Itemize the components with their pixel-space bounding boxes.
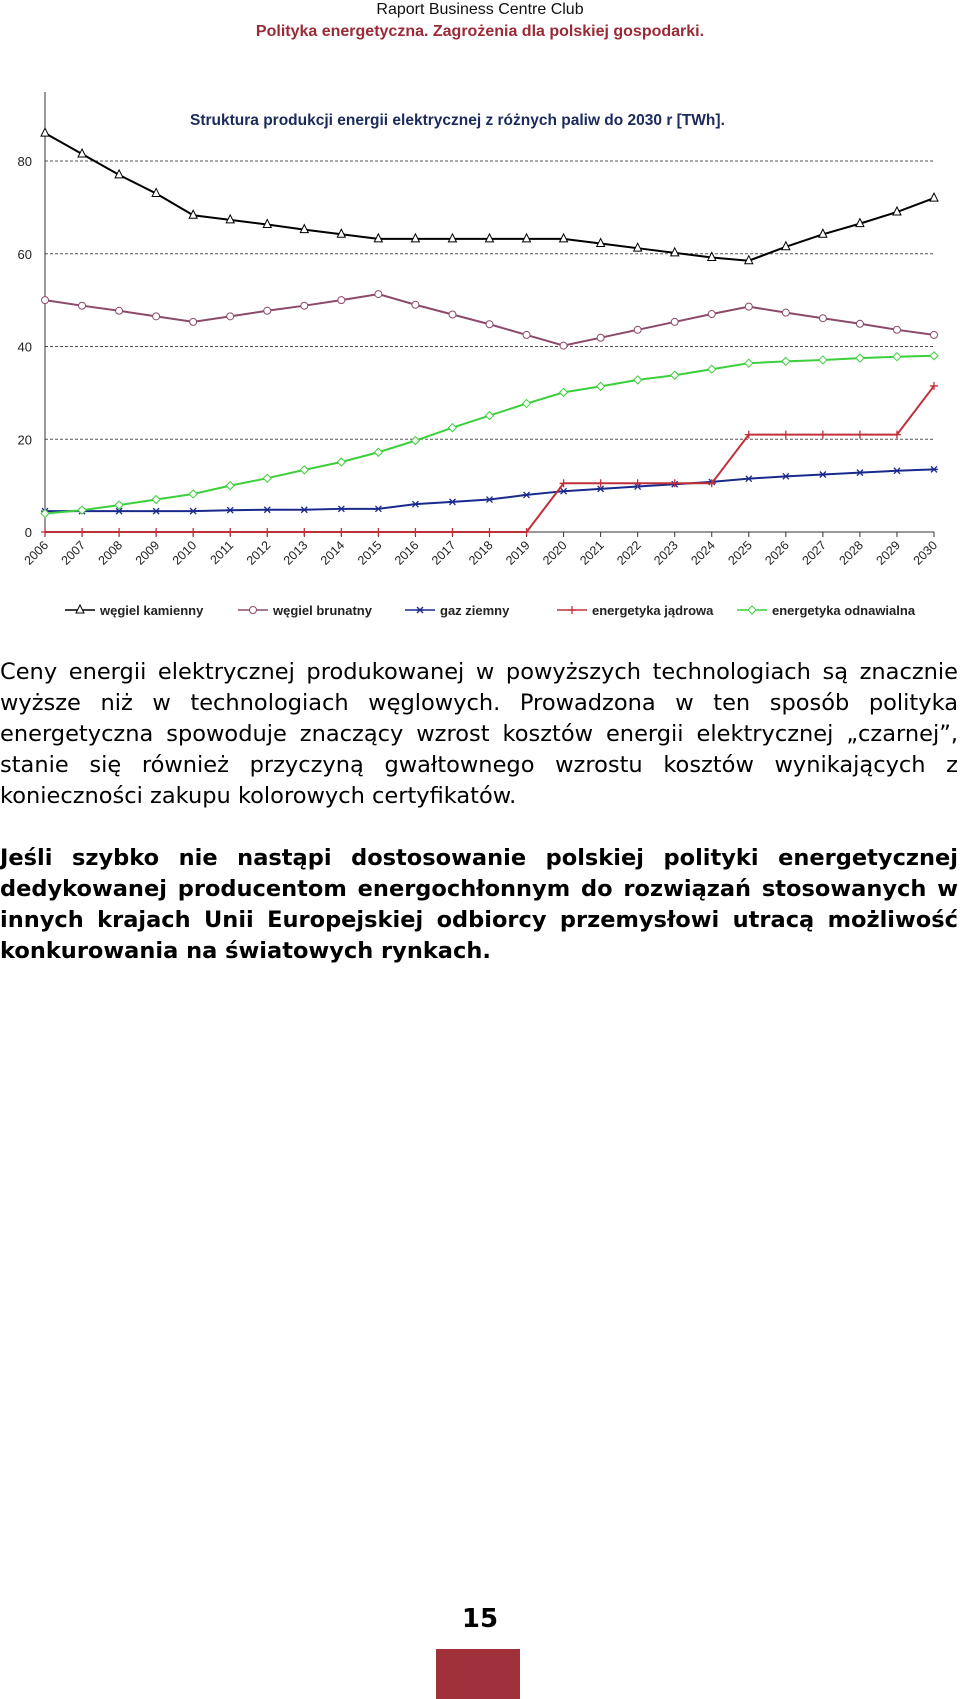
series-2-point xyxy=(486,497,494,503)
y-tick-label: 0 xyxy=(24,525,32,540)
series-1-point xyxy=(745,303,752,310)
series-1-point xyxy=(931,331,938,338)
y-tick-label: 60 xyxy=(17,246,32,262)
series-2-point xyxy=(856,470,864,476)
series-3-point xyxy=(856,431,864,439)
series-4-point xyxy=(78,506,86,514)
legend-label: energetyka jądrowa xyxy=(592,603,714,618)
series-1-point xyxy=(79,302,86,309)
series-3-point xyxy=(486,528,494,536)
x-tick-label: 2017 xyxy=(429,538,459,568)
series-4-point xyxy=(189,490,197,498)
series-1-point xyxy=(560,342,567,349)
footer-bar xyxy=(436,1649,520,1699)
series-4-point xyxy=(893,353,901,361)
x-tick-label: 2009 xyxy=(132,538,163,568)
x-tick-label: 2028 xyxy=(836,538,867,568)
series-2-point xyxy=(560,488,568,494)
series-4-point xyxy=(745,359,753,367)
series-3-point xyxy=(263,528,271,536)
series-1-point xyxy=(893,326,900,333)
x-tick-label: 2027 xyxy=(799,538,829,568)
legend-label: węgiel kamienny xyxy=(100,603,204,618)
series-2-point xyxy=(300,507,308,513)
x-tick-label: 2016 xyxy=(391,538,422,568)
x-tick-label: 2025 xyxy=(725,538,755,568)
x-tick-label: 2024 xyxy=(688,538,718,568)
series-4-point xyxy=(634,376,642,384)
series-1-point xyxy=(264,307,271,314)
series-3-point xyxy=(337,528,345,536)
series-3-point xyxy=(819,431,827,439)
series-3-point xyxy=(300,528,308,536)
series-1-point xyxy=(116,307,123,314)
series-2-point xyxy=(411,501,419,507)
x-tick-label: 2006 xyxy=(21,538,52,568)
series-1-line xyxy=(45,294,934,345)
series-1-point xyxy=(782,309,789,316)
x-tick-label: 2010 xyxy=(169,538,200,568)
x-tick-label: 2011 xyxy=(207,538,237,568)
series-3-point xyxy=(782,431,790,439)
series-4-point xyxy=(671,371,679,379)
series-1-point xyxy=(671,318,678,325)
legend-label: gaz ziemny xyxy=(440,603,510,618)
series-3-point xyxy=(189,528,197,536)
series-4-point xyxy=(374,448,382,456)
y-tick-label: 40 xyxy=(17,339,32,355)
energy-production-chart xyxy=(0,80,960,640)
series-4-point xyxy=(819,356,827,364)
series-1-point xyxy=(634,326,641,333)
body-paragraph-conclusion: Jeśli szybko nie nastąpi dostosowanie polskiej polityki energetycznej dedykowanej producentom energochłonnym do rozwiązań stosowanych w innych krajach Unii Europejskiej odbiorcy przemysłowi utracą możliwość konkurowania na światowych rynkach. xyxy=(0,845,958,964)
series-2-point xyxy=(745,476,753,482)
series-1-point xyxy=(375,291,382,298)
x-tick-label: 2018 xyxy=(466,538,496,568)
report-title: Raport Business Centre Club xyxy=(376,1,584,18)
x-tick-label: 2007 xyxy=(58,538,89,568)
x-tick-label: 2030 xyxy=(910,538,941,568)
legend-marker xyxy=(748,606,756,614)
series-4-point xyxy=(300,466,308,474)
legend-marker xyxy=(250,607,257,614)
series-1-point xyxy=(227,313,234,320)
series-2-point xyxy=(819,471,827,477)
series-1-point xyxy=(597,334,604,341)
series-4-point xyxy=(486,412,494,420)
series-2-point xyxy=(152,508,160,514)
series-1-point xyxy=(486,321,493,328)
page-number: 15 xyxy=(461,1604,499,1634)
series-3-point xyxy=(115,528,123,536)
x-tick-label: 2023 xyxy=(651,538,681,568)
series-1-point xyxy=(449,311,456,318)
series-4-point xyxy=(597,382,605,390)
x-tick-label: 2014 xyxy=(317,538,348,568)
series-2-point xyxy=(189,508,197,514)
x-tick-label: 2008 xyxy=(95,538,126,568)
series-3-point xyxy=(41,528,49,536)
series-2-point xyxy=(374,506,382,512)
legend-label: energetyka odnawialna xyxy=(772,603,916,618)
series-2-point xyxy=(930,466,938,472)
series-2-point xyxy=(523,492,531,498)
series-3-point xyxy=(78,528,86,536)
x-tick-label: 2029 xyxy=(873,538,904,568)
series-4-point xyxy=(856,354,864,362)
series-4-point xyxy=(523,400,531,408)
series-1-point xyxy=(819,315,826,322)
legend-marker xyxy=(568,606,576,614)
x-tick-label: 2026 xyxy=(762,538,792,568)
series-4-point xyxy=(263,474,271,482)
legend-label: węgiel brunatny xyxy=(273,603,372,618)
series-1-point xyxy=(42,297,49,304)
series-0-point xyxy=(930,193,938,201)
series-4-point xyxy=(930,352,938,360)
legend-marker xyxy=(416,607,424,613)
series-3-point xyxy=(374,528,382,536)
series-4-point xyxy=(782,357,790,365)
report-subtitle: Polityka energetyczna. Zagrożenia dla polskiej gospodarki. xyxy=(255,23,705,40)
series-1-point xyxy=(338,297,345,304)
series-3-point xyxy=(152,528,160,536)
y-tick-label: 80 xyxy=(17,154,32,169)
series-1-point xyxy=(412,301,419,308)
y-tick-label: 20 xyxy=(17,432,32,448)
series-4-point xyxy=(560,388,568,396)
series-2-point xyxy=(263,507,271,513)
body-paragraph-prices: Ceny energii elektrycznej produkowanej w powyższych technologiach są znacznie wyższe niż w technologiach węglowych. Prowadzona w ten sposób polityka energetyczna spowoduje znaczący wzrost kosztów energii elektrycznej „czarnej”, stanie się również przyczyną gwałtownego wzrostu kosztów wynikających z konieczności zakupu kolorowych certyfikatów. xyxy=(0,659,958,809)
series-4-point xyxy=(337,458,345,466)
x-tick-label: 2019 xyxy=(503,538,533,568)
series-3-point xyxy=(411,528,419,536)
series-4-point xyxy=(152,496,160,504)
series-1-point xyxy=(856,320,863,327)
series-2-point xyxy=(226,507,234,513)
series-1-point xyxy=(153,313,160,320)
series-3-point xyxy=(671,479,679,487)
series-0-point xyxy=(41,128,49,136)
x-tick-label: 2012 xyxy=(243,538,274,568)
series-4-point xyxy=(115,501,123,509)
chart-title: Struktura produkcji energii elektrycznej z różnych paliw do 2030 r [TWh]. xyxy=(190,112,725,129)
series-1-point xyxy=(301,302,308,309)
series-2-point xyxy=(782,473,790,479)
x-tick-label: 2013 xyxy=(280,538,311,568)
series-2-point xyxy=(337,506,345,512)
series-4-point xyxy=(226,482,234,490)
series-3-point xyxy=(448,528,456,536)
series-3-line xyxy=(45,386,934,532)
series-3-point xyxy=(226,528,234,536)
x-tick-label: 2020 xyxy=(540,538,570,568)
series-1-point xyxy=(190,318,197,325)
x-tick-label: 2015 xyxy=(354,538,385,568)
series-2-point xyxy=(448,499,456,505)
series-1-point xyxy=(708,311,715,318)
series-2-point xyxy=(893,468,901,474)
series-4-point xyxy=(448,424,456,432)
x-tick-label: 2022 xyxy=(614,538,644,568)
series-4-point xyxy=(411,437,419,445)
series-2-line xyxy=(45,469,934,511)
x-tick-label: 2021 xyxy=(577,538,607,568)
legend-marker xyxy=(76,605,84,613)
series-4-point xyxy=(708,365,716,373)
series-1-point xyxy=(523,331,530,338)
